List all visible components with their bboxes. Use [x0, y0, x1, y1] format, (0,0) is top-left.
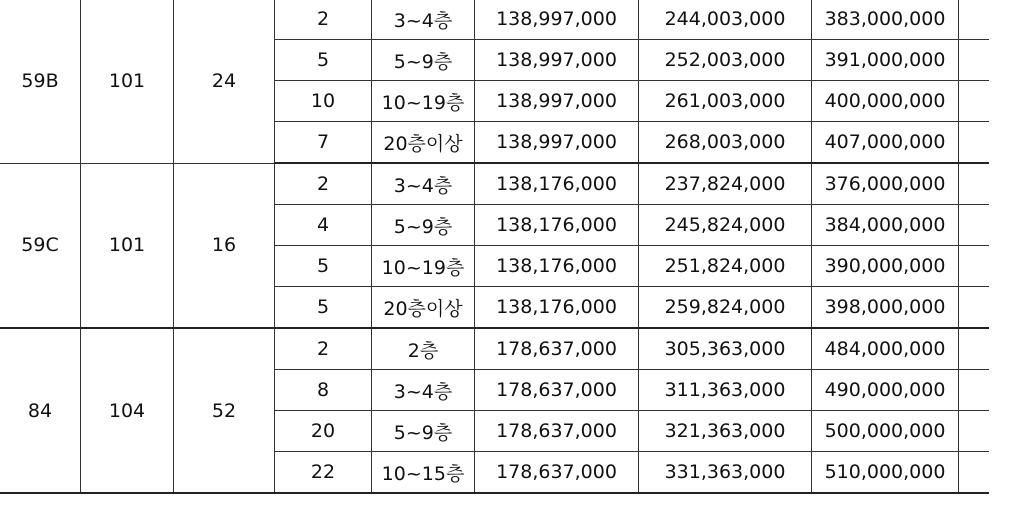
total-price-cell: 490,000,000: [812, 370, 959, 411]
land-price-cell: 138,997,000: [475, 40, 639, 81]
building-price-cell: 252,003,000: [639, 40, 812, 81]
total-price-cell: 376,000,000: [812, 163, 959, 205]
count-cell: 8: [275, 370, 372, 411]
count-cell: 5: [275, 287, 372, 329]
type-cell: 84: [0, 328, 81, 493]
total-price-cell: 510,000,000: [812, 452, 959, 494]
building-price-cell: 268,003,000: [639, 122, 812, 164]
total-price-cell: 384,000,000: [812, 205, 959, 246]
floor-cell: 2층: [372, 328, 475, 370]
building-price-cell: 321,363,000: [639, 411, 812, 452]
building-price-cell: 259,824,000: [639, 287, 812, 329]
land-price-cell: 178,637,000: [475, 411, 639, 452]
edge-cell: [959, 370, 990, 411]
floor-cell: 5~9층: [372, 40, 475, 81]
units-cell: 24: [174, 0, 275, 163]
count-cell: 10: [275, 81, 372, 122]
count-cell: 2: [275, 328, 372, 370]
land-price-cell: 178,637,000: [475, 370, 639, 411]
floor-cell: 3~4층: [372, 0, 475, 40]
floor-cell: 5~9층: [372, 411, 475, 452]
building-price-cell: 251,824,000: [639, 246, 812, 287]
land-price-cell: 138,997,000: [475, 0, 639, 40]
edge-cell: [959, 0, 990, 40]
type-cell: 59B: [0, 0, 81, 163]
building-price-cell: 237,824,000: [639, 163, 812, 205]
dong-cell: 101: [81, 0, 174, 163]
land-price-cell: 138,176,000: [475, 287, 639, 329]
edge-cell: [959, 411, 990, 452]
units-cell: 16: [174, 163, 275, 328]
edge-cell: [959, 81, 990, 122]
table-row: [0, 328, 989, 370]
land-price-cell: 138,176,000: [475, 163, 639, 205]
floor-cell: 10~19층: [372, 81, 475, 122]
count-cell: 7: [275, 122, 372, 164]
edge-cell: [959, 40, 990, 81]
count-cell: 2: [275, 163, 372, 205]
count-cell: 4: [275, 205, 372, 246]
count-cell: 22: [275, 452, 372, 494]
floor-cell: 3~4층: [372, 370, 475, 411]
building-price-cell: 261,003,000: [639, 81, 812, 122]
edge-cell: [959, 287, 990, 329]
dong-cell: 104: [81, 328, 174, 493]
edge-cell: [959, 205, 990, 246]
building-price-cell: 305,363,000: [639, 328, 812, 370]
floor-cell: 20층이상: [372, 122, 475, 164]
building-price-cell: 331,363,000: [639, 452, 812, 494]
floor-cell: 10~19층: [372, 246, 475, 287]
floor-cell: 5~9층: [372, 205, 475, 246]
edge-cell: [959, 163, 990, 205]
type-cell: 59C: [0, 163, 81, 328]
edge-cell: [959, 122, 990, 164]
edge-cell: [959, 328, 990, 370]
building-price-cell: 311,363,000: [639, 370, 812, 411]
building-price-cell: 244,003,000: [639, 0, 812, 40]
land-price-cell: 138,176,000: [475, 246, 639, 287]
edge-cell: [959, 452, 990, 494]
table-row: [0, 163, 989, 205]
count-cell: 5: [275, 246, 372, 287]
count-cell: 5: [275, 40, 372, 81]
total-price-cell: 500,000,000: [812, 411, 959, 452]
land-price-cell: 178,637,000: [475, 328, 639, 370]
total-price-cell: 391,000,000: [812, 40, 959, 81]
dong-cell: 101: [81, 163, 174, 328]
units-cell: 52: [174, 328, 275, 493]
total-price-cell: 407,000,000: [812, 122, 959, 164]
land-price-cell: 138,997,000: [475, 122, 639, 164]
land-price-cell: 138,997,000: [475, 81, 639, 122]
total-price-cell: 484,000,000: [812, 328, 959, 370]
count-cell: 2: [275, 0, 372, 40]
total-price-cell: 398,000,000: [812, 287, 959, 329]
land-price-cell: 138,176,000: [475, 205, 639, 246]
edge-cell: [959, 246, 990, 287]
total-price-cell: 390,000,000: [812, 246, 959, 287]
floor-cell: 3~4층: [372, 163, 475, 205]
table-row: [0, 0, 989, 40]
total-price-cell: 400,000,000: [812, 81, 959, 122]
land-price-cell: 178,637,000: [475, 452, 639, 494]
floor-cell: 20층이상: [372, 287, 475, 329]
floor-cell: 10~15층: [372, 452, 475, 494]
count-cell: 20: [275, 411, 372, 452]
total-price-cell: 383,000,000: [812, 0, 959, 40]
building-price-cell: 245,824,000: [639, 205, 812, 246]
